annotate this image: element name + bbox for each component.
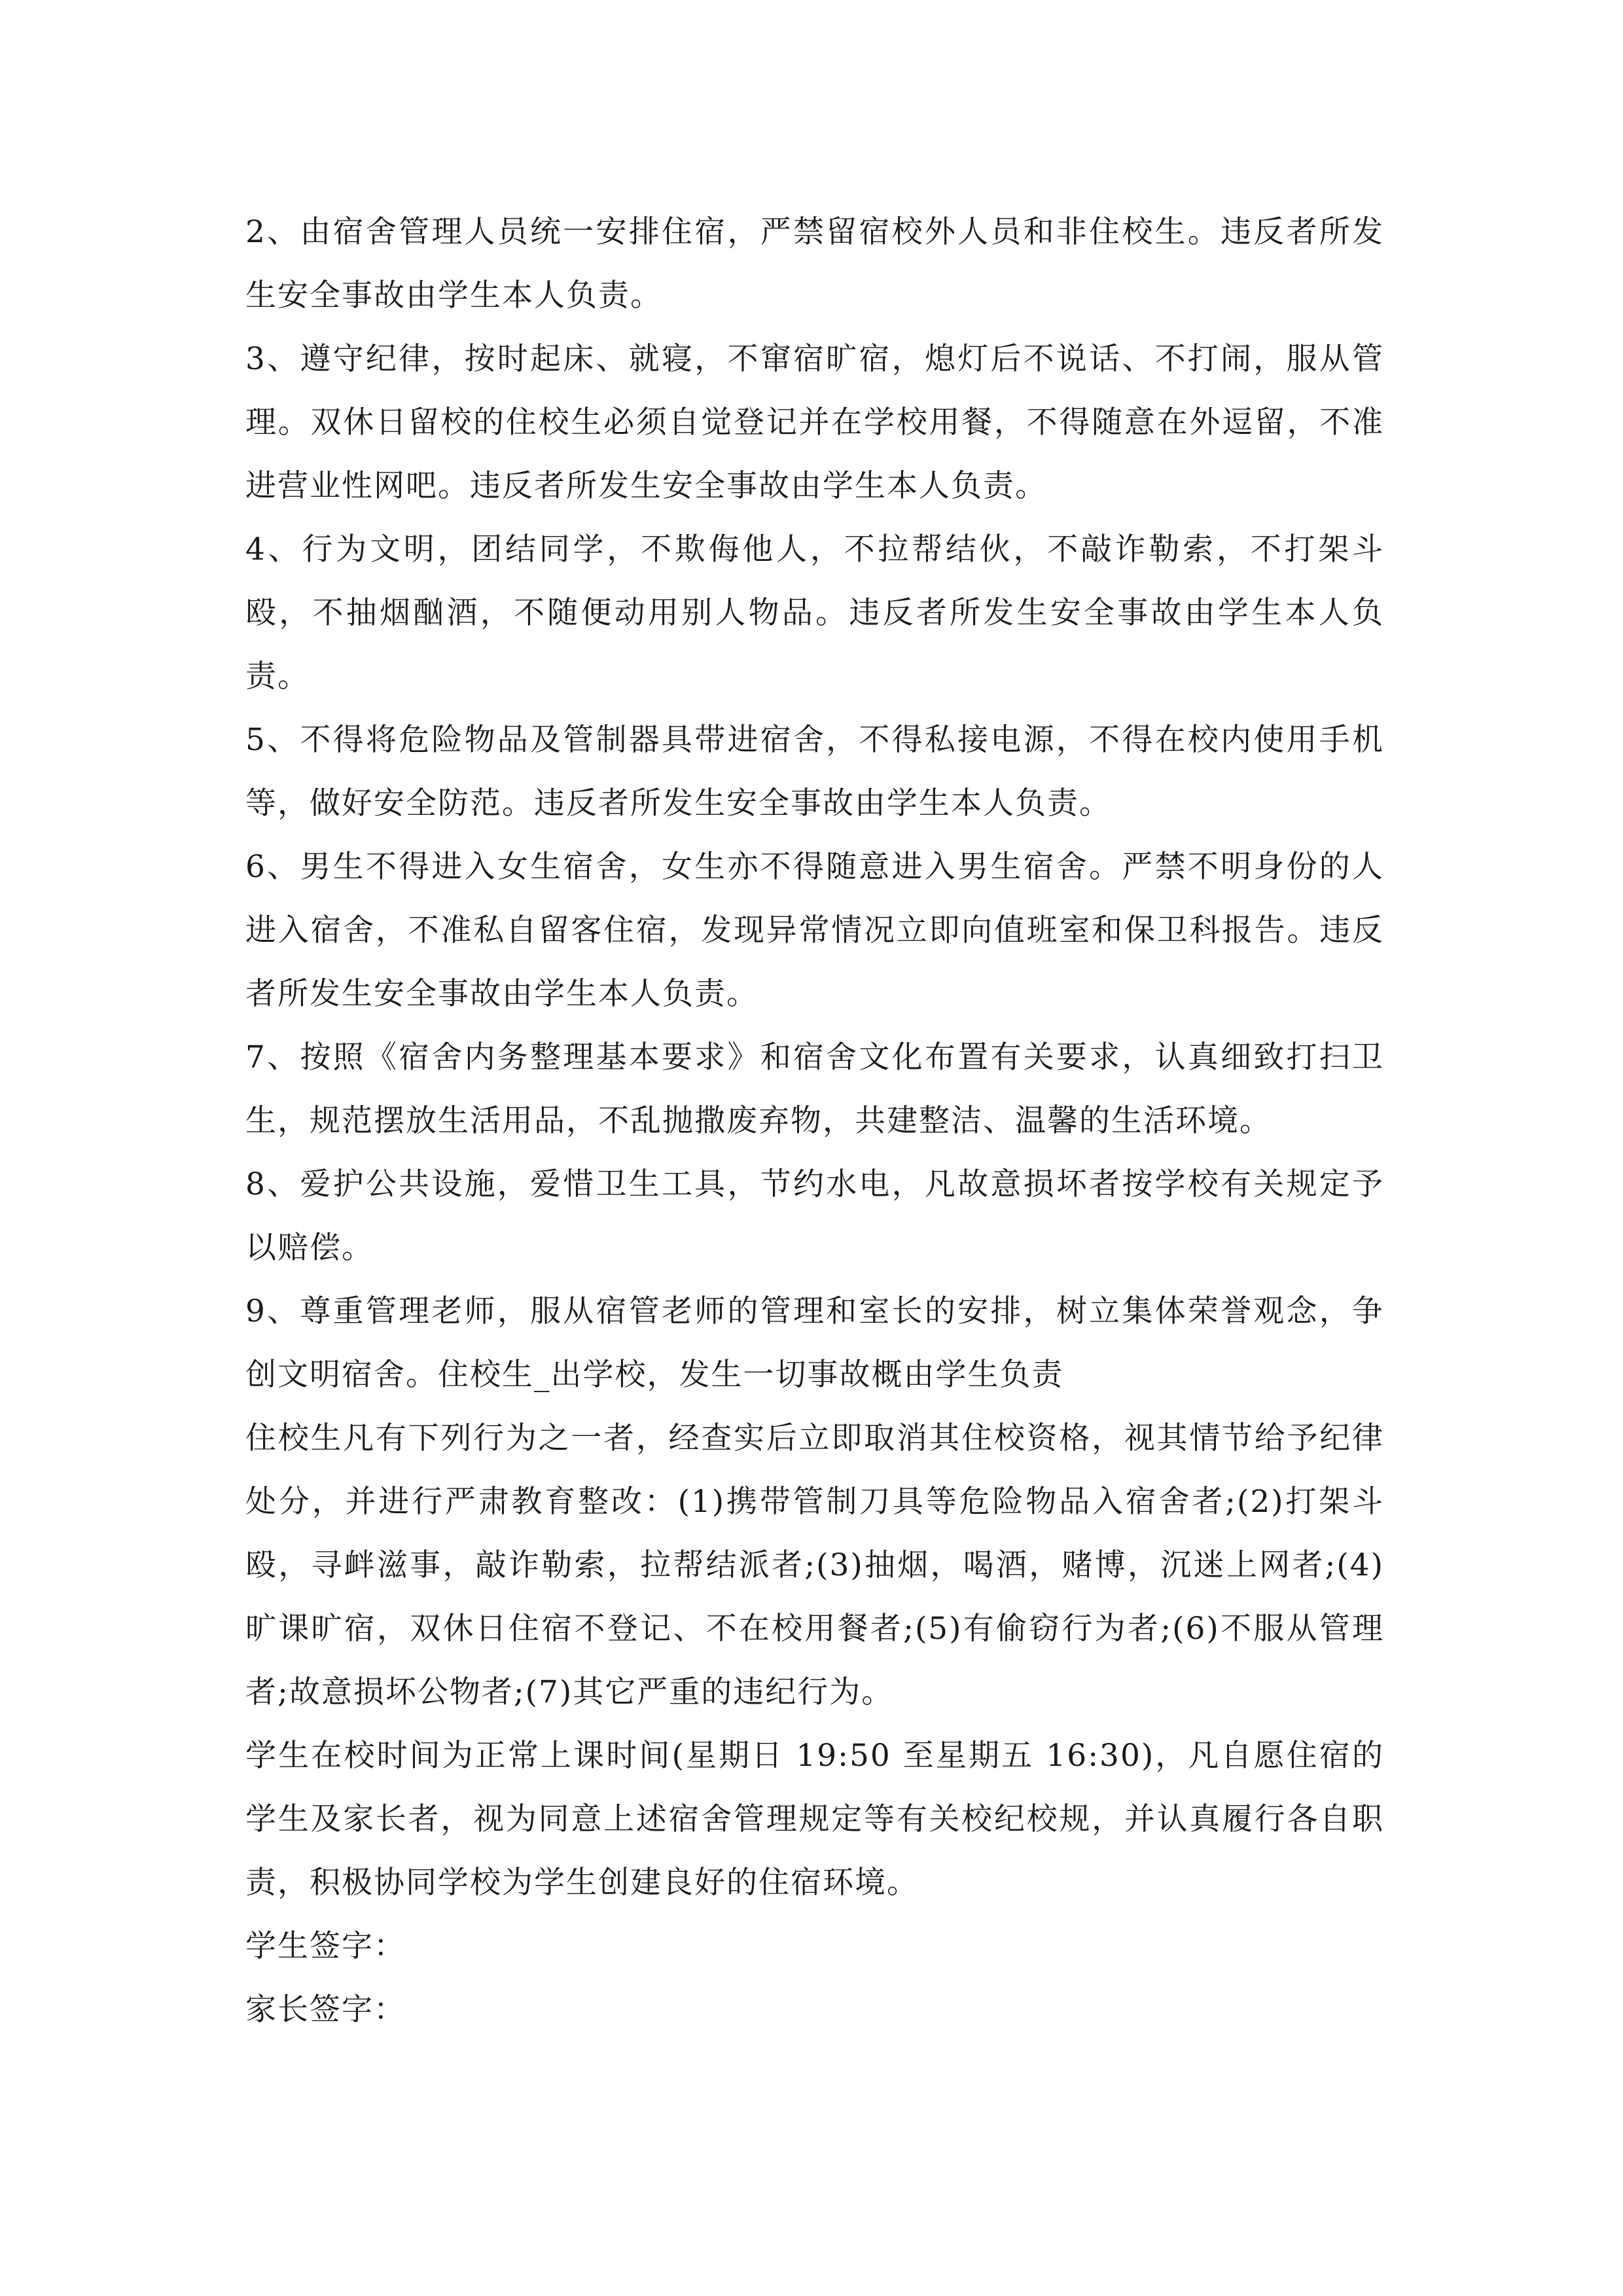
rule-3-paragraph: 3、遵守纪律，按时起床、就寝，不窜宿旷宿，熄灯后不说话、不打闹，服从管理。双休日留校的住校生必须自觉登记并在学校用餐，不得随意在外逗留，不准进营业性网吧。违反者所发生安全事故由学生本人负责。: [245, 341, 1384, 504]
rule-6-paragraph: 6、男生不得进入女生宿舍，女生亦不得随意进入男生宿舍。严禁不明身份的人进入宿舍，不准私自留客住宿，发现异常情况立即向值班室和保卫科报告。违反者所发生安全事故由学生本人负责。: [245, 849, 1384, 1012]
document-body: [245, 200, 1384, 2041]
rule-7-paragraph: 7、按照《宿舍内务整理基本要求》和宿舍文化布置有关要求，认真细致打扫卫生，规范摆放生活用品，不乱抛撒废弃物，共建整洁、温馨的生活环境。: [245, 1039, 1384, 1139]
student-signature-label: 学生签字：: [245, 1928, 406, 1964]
parent-signature-label: 家长签字：: [245, 1992, 406, 2028]
rule-8-paragraph: 8、爱护公共设施，爱惜卫生工具，节约水电，凡故意损坏者按学校有关规定予以赔偿。: [245, 1166, 1384, 1266]
rule-2-paragraph: 2、由宿舍管理人员统一安排住宿，严禁留宿校外人员和非住校生。违反者所发生安全事故由学生本人负责。: [245, 214, 1384, 314]
agreement-paragraph: 学生在校时间为正常上课时间(星期日 19:50 至星期五 16:30)，凡自愿住宿的学生及家长者，视为同意上述宿舍管理规定等有关校纪校规，并认真履行各自职责，积极协同学校为学生创建良好的住宿环境。: [245, 1738, 1384, 1901]
rule-5-paragraph: 5、不得将危险物品及管制器具带进宿舍，不得私接电源，不得在校内使用手机等，做好安全防范。违反者所发生安全事故由学生本人负责。: [245, 722, 1384, 821]
rule-9-paragraph: 9、尊重管理老师，服从宿管老师的管理和室长的安排，树立集体荣誉观念，争创文明宿舍。住校生_出学校，发生一切事故概由学生负责: [245, 1293, 1384, 1393]
rule-4-paragraph: 4、行为文明，团结同学，不欺侮他人，不拉帮结伙，不敲诈勒索，不打架斗殴，不抽烟酗酒，不随便动用别人物品。违反者所发生安全事故由学生本人负责。: [245, 531, 1384, 694]
disciplinary-paragraph: 住校生凡有下列行为之一者，经查实后立即取消其住校资格，视其情节给予纪律处分，并进行严肃教育整改：(1)携带管制刀具等危险物品入宿舍者;(2)打架斗殴，寻衅滋事，敲诈勒索，拉帮结派者;(3)抽烟，喝酒，赌博，沉迷上网者;(4)旷课旷宿，双休日住宿不登记、不在校用餐者;(5)有偷窃行为者;(6)不服从管理者;故意损坏公物者;(7)其它严重的违纪行为。: [245, 1420, 1384, 1710]
